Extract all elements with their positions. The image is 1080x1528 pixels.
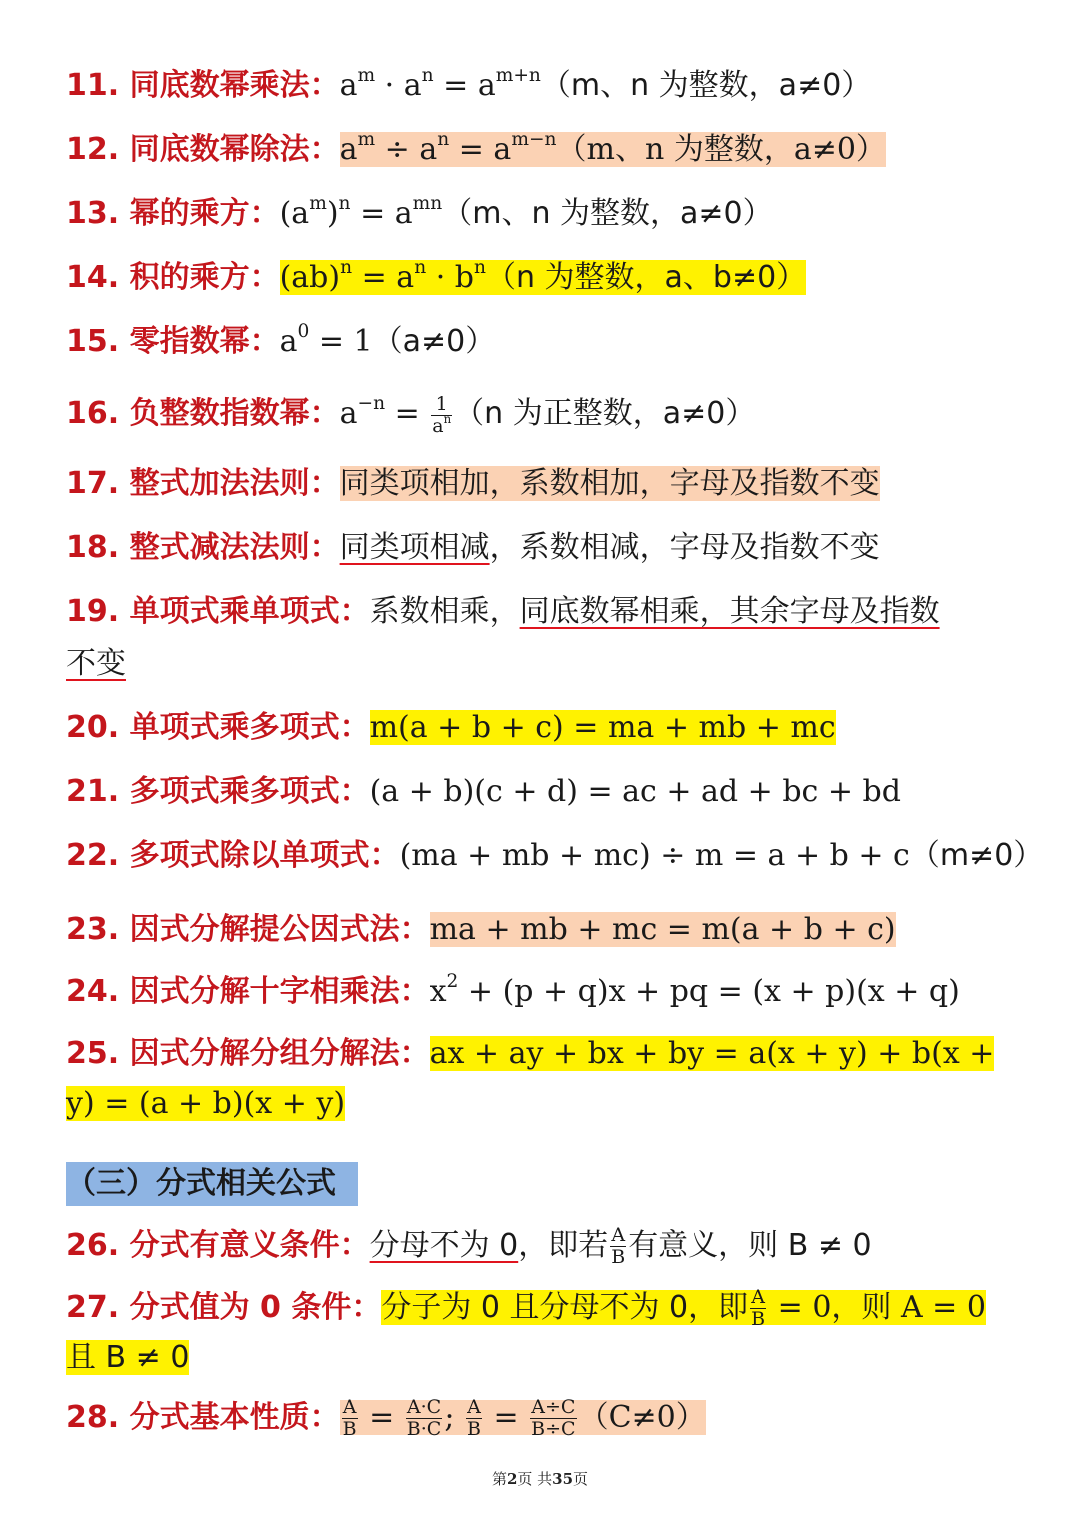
rule-text: 系数相乘， bbox=[369, 594, 520, 629]
rule-label: 17. 整式加法法则： bbox=[66, 466, 340, 501]
highlighted-formula: y) = (a + b)(x + y) bbox=[66, 1086, 346, 1121]
formula-row-19-cont bbox=[66, 642, 1040, 686]
highlighted-formula: ax + ay + bx + by = a(x + y) + b(x + bbox=[429, 1036, 995, 1071]
formula: $a^{-n}$ = $\frac{1}{a^n}$ bbox=[339, 392, 452, 437]
rule-label: 23. 因式分解提公因式法： bbox=[66, 912, 430, 947]
rule-label: 16. 负整数指数幂： bbox=[66, 396, 340, 431]
rule-label: 20. 单项式乘多项式： bbox=[66, 710, 370, 745]
formula-row-27-cont bbox=[66, 1336, 1040, 1380]
rule-label: 18. 整式减法法则： bbox=[66, 530, 340, 565]
formula: $(a^m)^n = a^{mn}$ bbox=[279, 193, 443, 231]
formula: (a + b)(c + d) = ac + ad + bc + bd bbox=[369, 774, 901, 809]
rule-text: ，即若 bbox=[518, 1228, 609, 1263]
section-header: （三）分式相关公式 bbox=[66, 1162, 358, 1206]
formula: $x^2 + (p + q)x$ + pq = (x + p)(x + q) bbox=[429, 971, 960, 1009]
highlighted-formula: $\frac{A}{B}$ = $\frac{A\cdot C}{B\cdot C}$ ; $\frac{A}{B}$ = $\frac{A\div C}{B\div C}$ （C≠0） bbox=[340, 1400, 706, 1435]
formula-row-12 bbox=[66, 128, 1040, 172]
condition: （a≠0） bbox=[372, 324, 496, 359]
formula-row-18 bbox=[66, 526, 1040, 570]
formula-row-19 bbox=[66, 590, 1040, 634]
condition: （m≠0） bbox=[909, 838, 1044, 873]
rule-label: 22. 多项式除以单项式： bbox=[66, 838, 400, 873]
rule-label: 12. 同底数幂除法： bbox=[66, 132, 340, 167]
rule-label: 15. 零指数幂： bbox=[66, 324, 280, 359]
underlined-text: 同底数幂相乘，其余字母及指数 bbox=[519, 594, 940, 629]
highlighted-formula: $(ab)^n = a^n \cdot b^n(n$ 为整数，a、b≠0） bbox=[279, 257, 807, 295]
fraction: $\frac{A}{B}$ bbox=[611, 1224, 626, 1268]
formula: $a^m \cdot a^n = a^{m+n}$ bbox=[339, 65, 541, 103]
formula-row-17 bbox=[66, 462, 1040, 506]
formula-row-11 bbox=[66, 64, 1040, 108]
formula-row-21 bbox=[66, 770, 1040, 814]
underlined-text: 分母不为 0 bbox=[369, 1228, 519, 1263]
rule-label: 11. 同底数幂乘法： bbox=[66, 68, 340, 103]
highlighted-text: 分子为 0 且分母不为 0，即 $\frac{A}{B}$ = 0，则 A = 0 bbox=[381, 1286, 986, 1330]
fraction: $\frac{1}{a^n}$ bbox=[432, 392, 452, 437]
page-footer: 第2页 共35页 bbox=[491, 1470, 589, 1488]
formula-row-23 bbox=[66, 908, 1040, 952]
condition: （m、n 为整数，a≠0） bbox=[442, 196, 773, 231]
rule-label: 26. 分式有意义条件： bbox=[66, 1228, 370, 1263]
rule-text: 有意义，则 B ≠ 0 bbox=[628, 1228, 872, 1263]
highlighted-text: 且 B ≠ 0 bbox=[66, 1340, 190, 1375]
fraction: $\frac{A}{B}$ bbox=[751, 1286, 766, 1330]
highlighted-formula: ma + mb + mc = m(a + b + c) bbox=[429, 912, 896, 947]
formula-row-15 bbox=[66, 320, 1040, 364]
formula-row-28 bbox=[66, 1396, 1040, 1440]
rule-text: ，系数相减，字母及指数不变 bbox=[489, 530, 880, 565]
rule-label: 21. 多项式乘多项式： bbox=[66, 774, 370, 809]
underlined-text: 同类项相减 bbox=[339, 530, 490, 565]
condition: （m、n 为整数，a≠0） bbox=[540, 68, 872, 103]
formula-row-13 bbox=[66, 192, 1040, 236]
formula-row-14 bbox=[66, 256, 1040, 300]
rule-text: 同类项相加，系数相加，字母及指数不变 bbox=[339, 466, 880, 501]
formula: $a^0 = 1$ bbox=[279, 321, 373, 359]
highlighted-formula: m(a + b + c) = ma + mb + mc bbox=[369, 710, 836, 745]
formula-row-26 bbox=[66, 1224, 1040, 1268]
formula: (ma + mb + mc) ÷ m = a + b + c bbox=[399, 838, 910, 873]
formula-row-27 bbox=[66, 1286, 1040, 1330]
rule-label: 14. 积的乘方： bbox=[66, 260, 280, 295]
formula-row-25 bbox=[66, 1032, 1040, 1076]
rule-label: 19. 单项式乘单项式： bbox=[66, 594, 370, 629]
formula-row-24 bbox=[66, 970, 1040, 1014]
rule-label: 27. 分式值为 0 条件： bbox=[66, 1290, 382, 1325]
formula-row-25-cont bbox=[66, 1082, 1040, 1126]
rule-label: 13. 幂的乘方： bbox=[66, 196, 280, 231]
rule-label: 28. 分式基本性质： bbox=[66, 1400, 340, 1435]
rule-label: 25. 因式分解分组分解法： bbox=[66, 1036, 430, 1071]
rule-label: 24. 因式分解十字相乘法： bbox=[66, 974, 430, 1009]
formula-row-20 bbox=[66, 706, 1040, 750]
condition: （n 为正整数，a≠0） bbox=[454, 396, 756, 431]
formula-row-16 bbox=[66, 392, 1040, 437]
formula-row-22 bbox=[66, 834, 1044, 878]
highlighted-formula: $a^m \div a^n = a^{m-n}(m$、n 为整数，a≠0） bbox=[339, 129, 886, 167]
underlined-text: 不变 bbox=[66, 646, 126, 681]
